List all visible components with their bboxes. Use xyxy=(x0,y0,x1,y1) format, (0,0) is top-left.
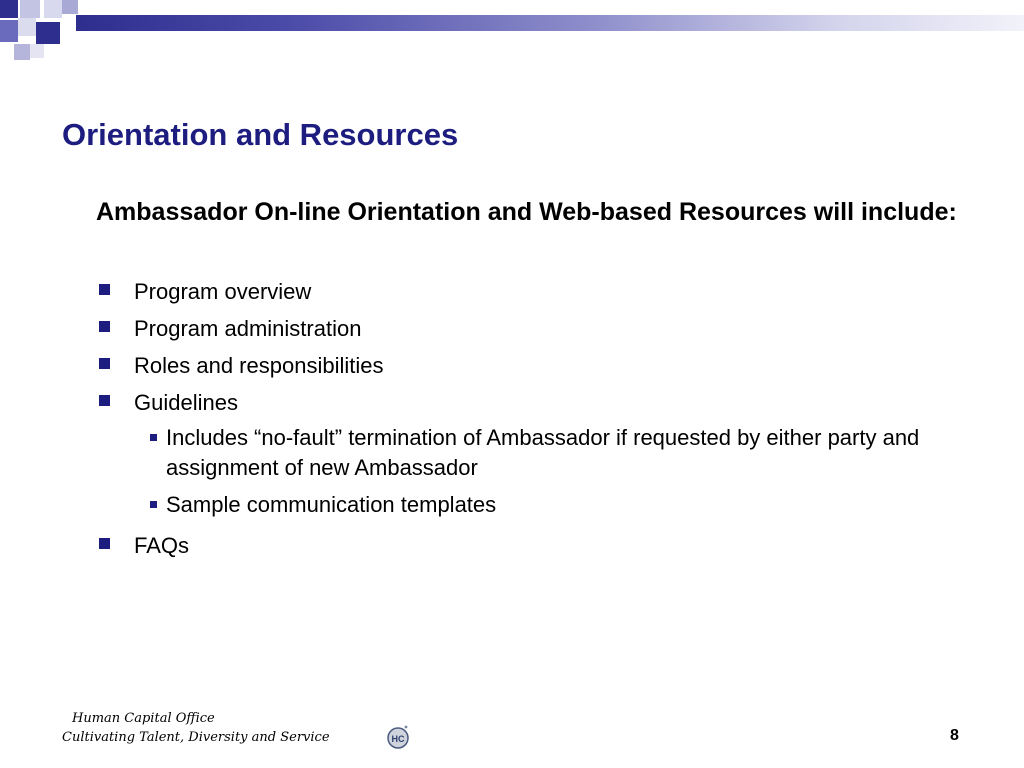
corner-square-decoration xyxy=(0,0,80,62)
slide-title: Orientation and Resources xyxy=(62,117,459,152)
small-square-bullet-icon xyxy=(150,434,157,441)
header-gradient-bar xyxy=(76,15,1024,31)
sub-bullet-item xyxy=(134,423,1001,483)
square-bullet-icon xyxy=(99,358,110,369)
bullet-text: Roles and responsibilities xyxy=(134,353,384,378)
square-bullet-icon xyxy=(99,284,110,295)
bullet-text: Program administration xyxy=(134,316,362,341)
bullet-item xyxy=(96,273,1001,310)
square-bullet-icon xyxy=(99,395,110,406)
square-bullet-icon xyxy=(99,538,110,549)
intro-text: Ambassador On-line Orientation and Web-based Resources will include: xyxy=(96,198,957,226)
bullet-text: Guidelines xyxy=(134,390,238,415)
sub-bullet-text: Sample communication templates xyxy=(166,492,497,517)
sub-bullet-list xyxy=(134,423,1001,520)
bullet-item xyxy=(96,527,1001,564)
bullet-item xyxy=(96,310,1001,347)
sub-bullet-item xyxy=(134,490,1001,520)
hc-logo-icon xyxy=(386,724,410,750)
bullet-item xyxy=(96,347,1001,384)
bullet-text: FAQs xyxy=(134,533,190,558)
bullet-list xyxy=(96,273,1001,564)
footer-tagline: Cultivating Talent, Diversity and Service xyxy=(62,730,330,745)
logo-text: HC xyxy=(391,734,405,744)
footer-org-name: Human Capital Office xyxy=(72,711,215,726)
sub-bullet-text: Includes “no-fault” termination of Ambassador if requested by either party and assignment of new Ambassador xyxy=(166,425,920,480)
bullet-item xyxy=(96,384,1001,520)
bullet-text: Program overview xyxy=(134,279,312,304)
page-number: 8 xyxy=(950,727,959,744)
small-square-bullet-icon xyxy=(150,501,157,508)
square-bullet-icon xyxy=(99,321,110,332)
